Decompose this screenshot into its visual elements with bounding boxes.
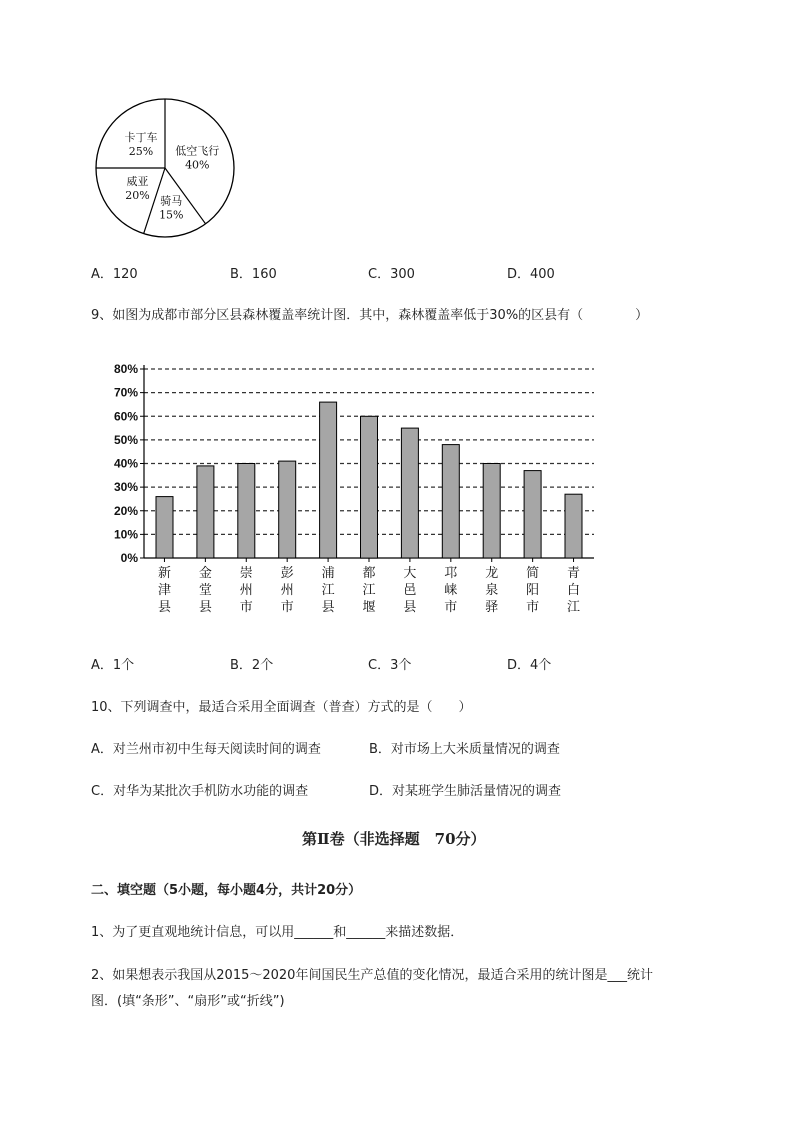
q9-option-c: C．3个 [368,658,412,673]
fill-question-2-line1: 2、如果想表示我国从2015～2020年间国民生产总值的变化情况，最适合采用的统计图是___统计 [91,968,653,983]
x-tick-label-char: 龙 [485,566,499,581]
y-tick-label: 30% [113,480,138,495]
x-tick-label-char: 市 [280,600,294,615]
x-tick-label-char: 驿 [485,600,499,615]
x-tick-label-char: 崃 [444,583,458,598]
y-tick-label: 10% [113,527,138,542]
q10-option-a: A．对兰州市初中生每天阅读时间的调查 [91,742,321,757]
x-tick-label-char: 邑 [403,583,417,598]
pie-slice-label: 低空飞行 [175,144,220,158]
fill-question-1: 1、为了更直观地统计信息，可以用______和______来描述数据． [91,925,464,940]
x-tick-label-char: 彭 [280,566,294,581]
q8-option-d: D．400 [507,267,555,282]
y-tick-label: 50% [113,432,138,447]
x-tick-label-char: 大 [403,566,417,581]
x-tick-label-char: 金 [198,566,212,581]
pie-slice-label: 卡丁车 [124,131,158,144]
pie-slice-percent: 40% [185,158,210,172]
y-tick-label: 60% [113,409,138,424]
x-tick-label-char: 泉 [485,583,499,598]
pie-slice-percent: 25% [128,145,154,158]
y-tick-label: 20% [113,503,138,518]
q8-option-c: C．300 [368,267,415,282]
q8-option-a: A．120 [91,267,138,282]
pie-chart [93,97,238,239]
x-tick-label-char: 市 [444,600,458,615]
x-tick-label-char: 堂 [198,583,212,598]
pie-slice-percent: 20% [125,189,150,202]
x-tick-label-char: 江 [566,600,581,615]
bar-金堂县 [197,466,214,558]
section2-title: 二、填空题（5小题，每小题4分，共计20分） [91,883,362,898]
pie-slice-percent: 15% [159,208,184,222]
y-tick-label: 0% [120,551,138,565]
pie-slice-label: 骑马 [160,194,183,208]
x-tick-label-char: 堰 [362,600,376,615]
q9-option-d: D．4个 [507,658,552,673]
x-tick-label-char: 邛 [444,566,458,581]
x-tick-label-char: 津 [157,583,172,598]
bar-邛崃市 [442,445,459,558]
bar-简阳市 [524,471,541,558]
x-tick-label-char: 县 [198,600,212,615]
x-tick-label-char: 青 [566,566,581,581]
x-tick-label-char: 简 [526,566,540,581]
bar-彭州市 [279,461,296,558]
x-tick-label-char: 都 [362,566,376,581]
q9-text: 9、如图为成都市部分区县森林覆盖率统计图．其中，森林覆盖率低于30%的区县有（ ） [91,308,649,323]
forest-coverage-bar-chart [104,357,604,627]
pie-slice-label: 威亚 [126,175,149,188]
x-tick-label-char: 江 [321,583,335,598]
x-tick-label-char: 江 [362,583,376,598]
bar-青白江 [565,494,582,558]
fill-question-2-line2: 图．(填“条形”、“扇形”或“折线”) [91,994,285,1009]
q9-option-a: A．1个 [91,658,135,673]
x-tick-label-char: 县 [321,600,335,615]
x-tick-label-char: 市 [239,600,253,615]
x-tick-label-char: 崇 [239,566,253,581]
x-tick-label-char: 新 [157,566,172,581]
bar-新津县 [156,497,173,558]
y-tick-label: 40% [113,456,138,471]
q10-text: 10、下列调查中，最适合采用全面调查（普查）方式的是（ ） [91,700,472,715]
q10-option-b: B．对市场上大米质量情况的调查 [369,742,560,757]
q8-option-b: B．160 [230,267,277,282]
bar-浦江县 [320,402,337,558]
bar-龙泉驿 [483,464,500,559]
bar-崇州市 [238,464,255,559]
x-tick-label-char: 市 [526,600,540,615]
bar-大邑县 [401,428,418,558]
bar-都江堰 [361,416,378,558]
y-tick-label: 80% [113,362,138,376]
x-tick-label-char: 州 [280,583,294,598]
x-tick-label-char: 县 [403,600,417,615]
part2-title: 第Ⅱ卷（非选择题 70分） [302,830,486,848]
x-tick-label-char: 浦 [321,566,335,581]
x-tick-label-char: 阳 [526,583,540,598]
x-tick-label-char: 县 [157,600,172,615]
q10-option-d: D．对某班学生肺活量情况的调查 [369,784,562,799]
q9-option-b: B．2个 [230,658,274,673]
q10-option-c: C．对华为某批次手机防水功能的调查 [91,784,309,799]
y-tick-label: 70% [113,385,138,400]
x-tick-label-char: 白 [566,583,581,598]
x-tick-label-char: 州 [239,583,253,598]
